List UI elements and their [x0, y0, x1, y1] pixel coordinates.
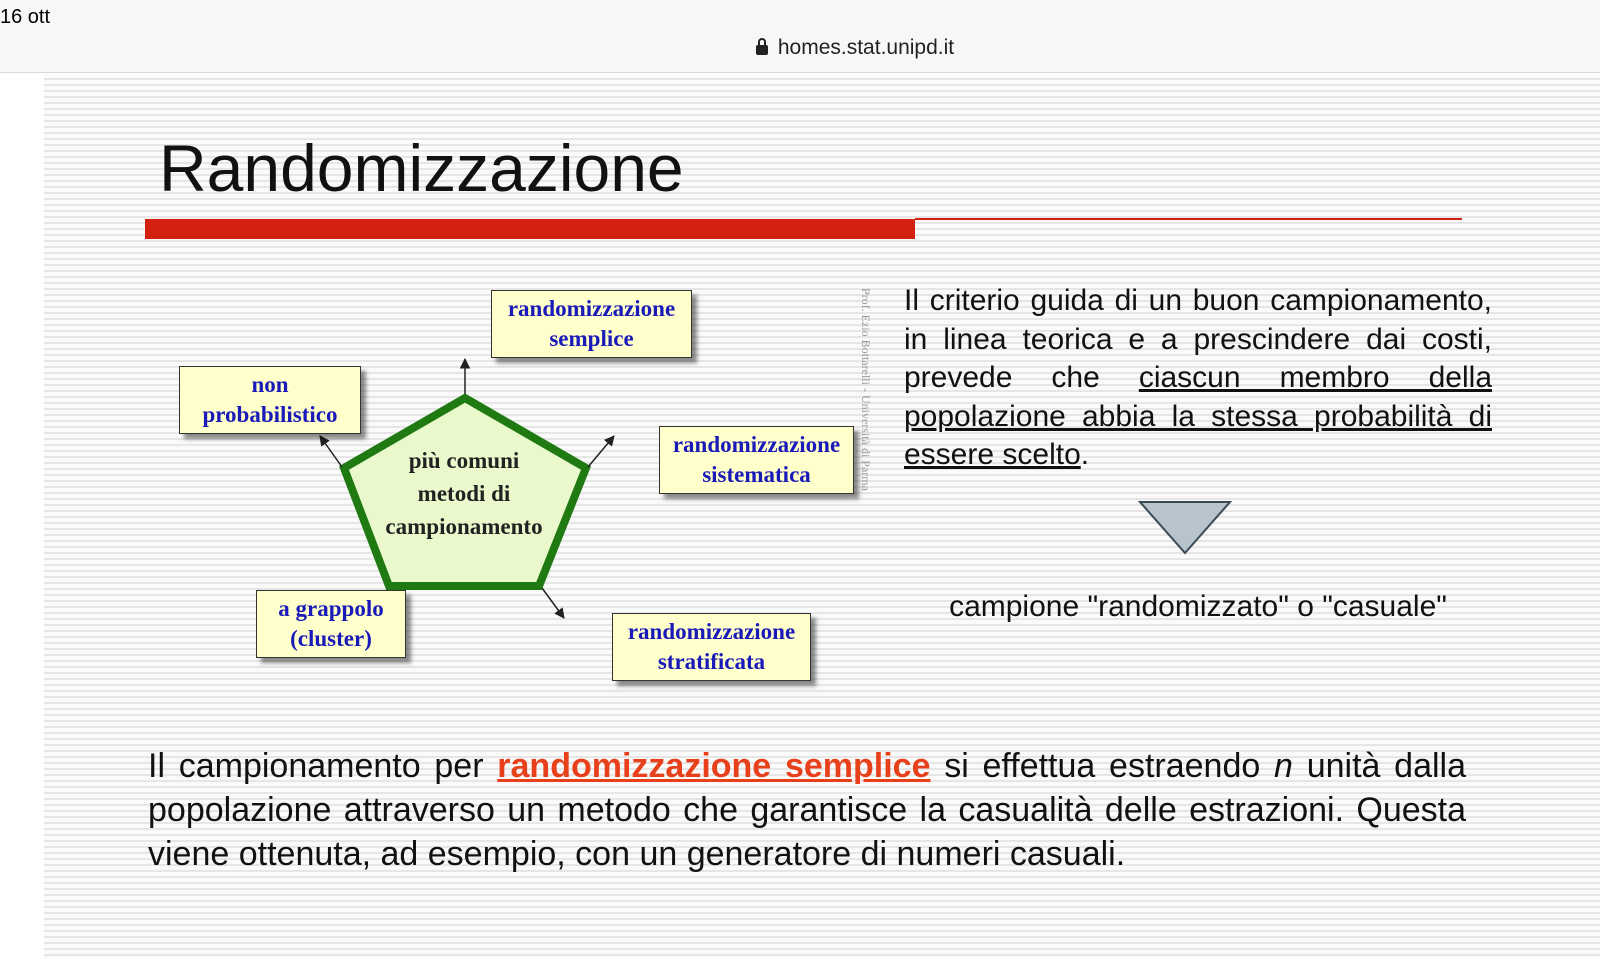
address-bar[interactable]	[0, 36, 1600, 60]
box-a-grappolo	[256, 590, 406, 658]
arrow-to-sistematica	[588, 436, 614, 467]
box-non-probabilistico	[179, 366, 361, 434]
box-randomizzazione-semplice	[491, 290, 692, 358]
criterio-intro: Il criterio guida di un buon campionamento, in linea teorica e a prescindere dai costi, prevede che	[904, 284, 1492, 394]
box-line1: randomizzazione	[672, 432, 841, 457]
down-triangle-icon	[1138, 500, 1232, 556]
box-line2: (cluster)	[290, 626, 372, 651]
title-underline-thin	[915, 218, 1462, 220]
box-line2: sistematica	[702, 462, 811, 487]
criterio-end: .	[1080, 438, 1090, 471]
slide	[44, 74, 1600, 958]
randomizzazione-semplice-link[interactable]: randomizzazione semplice	[497, 747, 931, 785]
arrow-to-stratificata	[542, 588, 564, 618]
box-line2: probabilistico	[202, 402, 338, 427]
center-label-line1: più comuni	[408, 448, 520, 473]
bottom-part3: unità dalla popolazione attraverso un metodo che garantisce la casualità delle estrazioni. Questa viene ottenuta, ad esempio, con un generatore di numeri casuali.	[148, 747, 1466, 873]
box-line1: randomizzazione	[507, 296, 676, 321]
sampling-methods-diagram	[124, 274, 844, 704]
url-text[interactable]: homes.stat.unipd.it	[777, 36, 955, 59]
title-underline-thick	[145, 219, 915, 239]
slide-title: Randomizzazione	[159, 131, 684, 205]
bottom-variable-n: n	[1274, 747, 1293, 785]
criterio-underlined: ciascun membro della popolazione abbia la stessa probabilità di essere scelto	[904, 361, 1492, 471]
center-label	[372, 444, 556, 543]
campione-label: campione "randomizzato" o "casuale"	[949, 590, 1447, 623]
status-time: 16 ott	[0, 6, 51, 28]
bottom-part1: Il campionamento per	[148, 747, 498, 785]
author-credit: Prof. Ezio Bottarelli - Università di Parma	[859, 288, 873, 491]
box-line1: non	[251, 372, 289, 397]
arrow-to-non-probabilistico	[320, 436, 342, 467]
bottom-part2: si effettua estraendo	[930, 747, 1275, 785]
center-label-line2: metodi di	[417, 481, 511, 506]
box-randomizzazione-stratificata	[612, 613, 811, 681]
browser-status-bar	[0, 0, 1600, 73]
box-line1: randomizzazione	[627, 619, 796, 644]
box-line2: stratificata	[657, 649, 766, 674]
criterio-paragraph	[904, 282, 1492, 475]
box-line1: a grappolo	[278, 596, 384, 621]
center-label-line3: campionamento	[385, 514, 543, 539]
box-line2: semplice	[549, 326, 634, 351]
box-randomizzazione-sistematica	[659, 426, 854, 494]
bottom-paragraph	[148, 744, 1466, 876]
lock-icon	[756, 45, 768, 55]
